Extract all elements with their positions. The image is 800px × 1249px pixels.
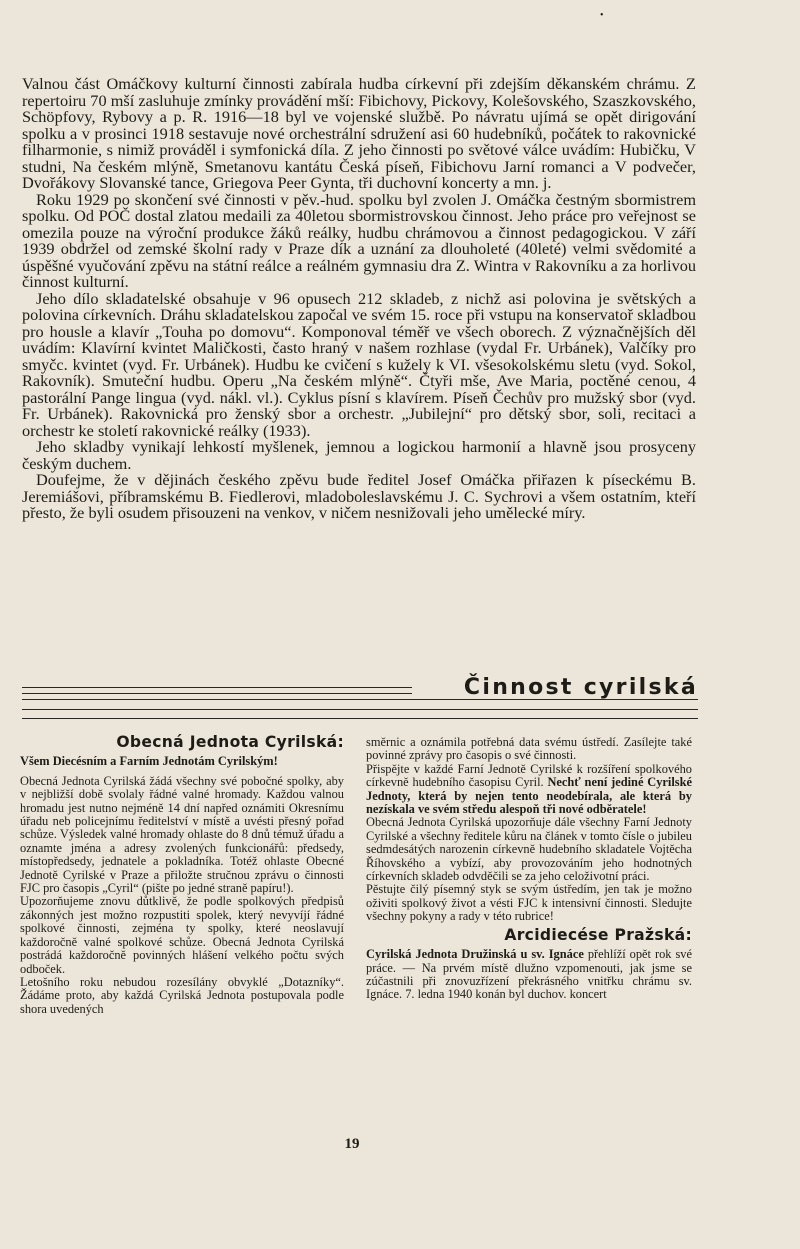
paragraph-text: přehlíží opět rok své práce. — Na prvém místě dlužno vzpomenouti, jak jsme se zúčastnili při znovuzřízení překrásného vnitřku chrámu sv. Ignáce. 7. ledna 1940 konán byl duchov. koncert	[366, 947, 692, 1002]
left-column	[20, 733, 344, 1016]
column-paragraph: směrnic a oznámila potřebná data svému ústředí. Zasílejte také povinné zprávy pro časopis o své činnosti.	[366, 735, 692, 763]
article-paragraph: Jeho dílo skladatelské obsahuje v 96 opusech 212 skladeb, z nichž asi polovina je světských a polovina církevních. Dráhu skladatelskou započal ve svém 15. roce při vstupu na konservatoř skladbou pro housle a klavír „Touha po domovu“. Komponoval téměř ve všech oborech. Z význačnějších děl uvádím: Klavírní kvintet Maličkosti, často hraný v našem rozhlase (vydal Fr. Urbánek), Valčíky pro smyčc. kvintet (vyd. Fr. Urbánek). Hudbu ke cvičení s kužely k VI. všesokolskému sletu (vyd. Sokol, Rakovník). Smuteční hudbu. Operu „Na českém mlýně“. Čtyři mše, Ave Maria, poctěné cenou, 4 pastorální Pange lingua (vyd. nákl. vl.). Cyklus písní s klavírem. Píseň Čechův pro mužský sbor (vyd. Fr. Urbánek). Rakovnická pro ženský sbor a orchestr. „Jubilejní“ pro dětský sbor, soli, recitaci a orchestr ke století rakovnické reálky (1933).	[22, 288, 696, 440]
section-title: Činnost cyrilská	[463, 675, 698, 700]
header-rule	[22, 709, 698, 710]
article-body	[22, 76, 696, 522]
page-number: 19	[344, 1136, 360, 1152]
column-paragraph: Obecná Jednota Cyrilská upozorňuje dále všechny Farní Jednoty Cyrilské a všechny ředitele kůru na článek v tomto čísle o jubileu sedmdesátých narozenin církevně hudebního skladatele Vojtěcha Říhovského a vybízí, aby provozováním jeho hodnotných církevních skladeb odvděčili se za jeho celoživotní práci.	[366, 815, 692, 884]
print-speck: •	[600, 10, 604, 21]
column-lead: Všem Diecésním a Farním Jednotám Cyrilským!	[20, 754, 278, 769]
column-paragraph: Upozorňujeme znovu důtklivě, že podle spolkových předpisů zákonných jest možno rozpustiti spolek, který nevyvíjí řádné spolkové činnosti, zejména ty spolky, které neoslavují každoročně valné spolkové schůze. Obecná Jednota Cyrilská postrádá každoročně povinných hlášení velkého počtu svých odboček.	[20, 894, 344, 976]
column-paragraph	[366, 763, 692, 817]
article-paragraph: Roku 1929 po skončení své činnosti v pěv.-hud. spolku byl zvolen J. Omáčka čestným sbormistrem spolku. Od POČ dostal zlatou medaili za 40letou sbormistrovskou činnost. Jeho práce pro veřejnost se omezila pouze na výroční produkce žáků reálky, hudbu chrámovou a činnost pedagogickou. V září 1939 obdržel od zemské školní rady v Praze dík a uznání za dlouholeté (40leté) velmi svědomité a úspěšné vyučování zpěvu na státní reálce a reálném gymnasiu dra Z. Wintra v Rakovníku a za horlivou činnost kulturní.	[22, 189, 696, 291]
article-paragraph: Valnou část Omáčkovy kulturní činnosti zabírala hudba církevní při zdejším děkanském chrámu. Z repertoiru 70 mší zasluhuje zmínky provádění mší: Fibichovy, Pickovy, Kolešovského, Szaszkovského, Schöpfovy, Rybovy a p. R. 1916—18 byl ve vojenské službě. Po návratu ujímá se opět dirigování spolku a v prosinci 1918 sestavuje nové orchestrální sdružení asi 60 hudebníků, počátek to rakovnické filharmonie, s nimiž prováděl i symfonická díla. Z jeho činnosti po světové válce uvádím: Hubičku, V studni, Na českém mlýně, Smetanovu kantátu Česká píseň, Fibichovu Jarní romanci a V podvečer, Dvořákovy Slovanské tance, Griegova Peer Gynta, tři duchovní koncerty a mn. j.	[22, 74, 696, 192]
emphasis-text: Cyrilská Jednota Družinská u sv. Ignáce	[366, 947, 584, 962]
header-rule	[22, 693, 412, 694]
paragraph-text: Přispějte v každé Farní Jednotě Cyrilské k rozšíření spolkového církevně hudebního časopisu Cyril.	[366, 761, 692, 790]
header-rule	[22, 687, 412, 688]
column-paragraph: Obecná Jednota Cyrilská žádá všechny své pobočné spolky, aby v nejbližší době svolaly řádné valné hromady. Každou valnou hromadu jest nutno nejméně 14 dní napřed oznámiti Okresnímu úřadu neb policejnímu ředitelství v místě a uvésti přesný pořad schůze. Výsledek valné hromady ohlaste do 8 dnů témuž úřadu a oznamte jména a adresy zvolených funkcionářů: předsedy, místopředsedy, jednatele a pokladníka. Totéž ohlaste Obecné Jednotě Cyrilské v Praze a přiložte stručnou zprávu o činnosti FJC pro časopis „Cyril“ (pište po jedné straně papíru!).	[20, 773, 344, 896]
article-paragraph: Jeho skladby vynikají lehkostí myšlenek, jemnou a logickou harmonií a hlavně jsou prosyceny českým duchem.	[22, 437, 696, 473]
emphasis-text: Nechť není jediné Cyrilské Jednoty, která by nejen tento neodebírala, ale která by nezískala ve svém středu alespoň tři nové odběratele!	[366, 775, 692, 817]
column-paragraph	[366, 948, 692, 1002]
section-header	[22, 672, 698, 724]
column-paragraph: Letošního roku nebudou rozesílány obvyklé „Dotazníky“. Žádáme proto, aby každá Cyrilská Jednota postupovala podle shora uvedených	[20, 974, 344, 1016]
article-paragraph: Doufejme, že v dějinách českého zpěvu bude ředitel Josef Omáčka přiřazen k píseckému B. Jeremiášovi, příbramskému B. Fiedlerovi, mladoboleslavskému J. C. Sychrovi a všem ostatním, kteří přesto, že byli osudem přisouzeni na venkov, v ničem nesnižovali jeho umělecké míry.	[22, 470, 696, 522]
column-paragraph: Pěstujte čilý písemný styk se svým ústředím, jen tak je možno oživiti spolkový život a vésti FJC k intensivní činnosti. Sledujte všechny pokyny a rady v této rubrice!	[366, 882, 692, 924]
column-heading: Arcidiecése Pražská:	[504, 925, 692, 944]
column-heading: Obecná Jednota Cyrilská:	[116, 733, 344, 751]
header-rule	[22, 718, 698, 719]
right-column	[366, 736, 692, 1002]
